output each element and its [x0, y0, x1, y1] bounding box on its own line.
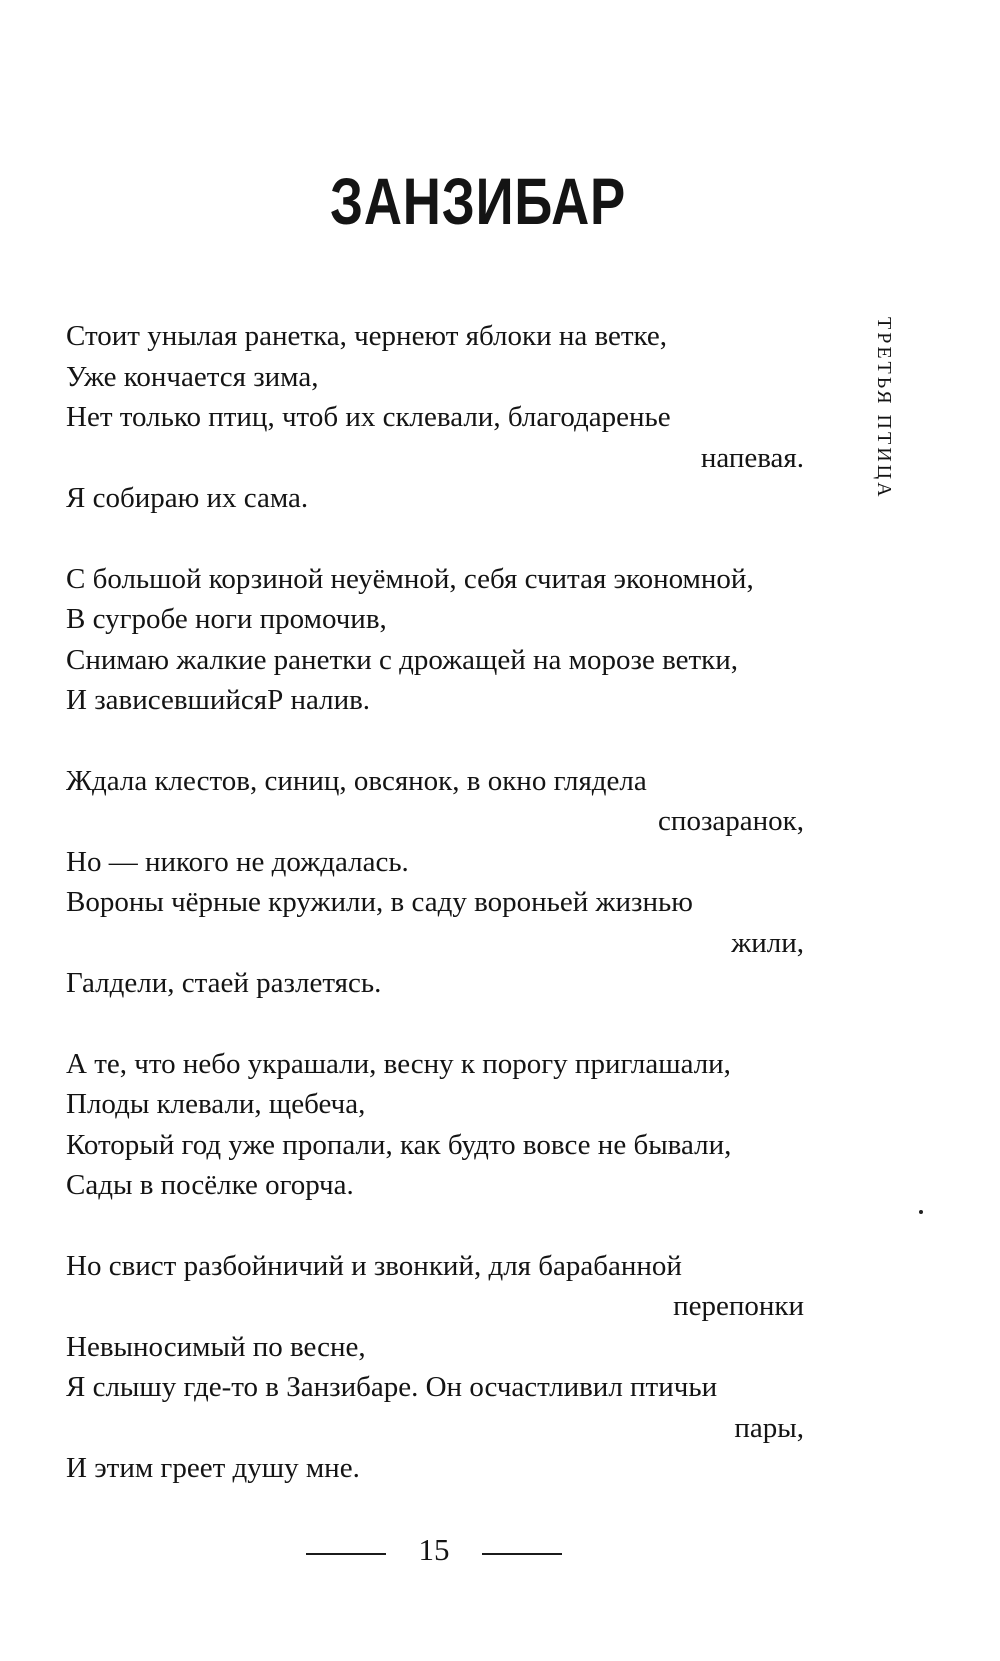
- poem-line: Вороны чёрные кружили, в саду вороньей жизнью: [66, 886, 693, 918]
- poem-line: С большой корзиной неуёмной, себя считая экономной,: [66, 562, 754, 595]
- poem-line: Я собираю их сама.: [66, 482, 309, 514]
- poem-line: Но свист разбойничий и звонкий, для барабанной: [66, 1249, 682, 1282]
- page-number: 15: [418, 1532, 450, 1567]
- poem-line: А те, что небо украшали, весну к порогу приглашали,: [66, 1047, 731, 1080]
- poem-body: [66, 316, 804, 1489]
- poem-line: Снимаю жалкие ранетки с дрожащей на морозе ветки,: [66, 643, 739, 676]
- page-footer: [306, 1530, 566, 1570]
- stanza-5: [66, 1246, 804, 1489]
- stanza-gap: [66, 519, 804, 559]
- poem-line: Стоит унылая ранетка, чернеют яблоки на ветке,: [66, 320, 668, 352]
- footer-rule-right: [482, 1553, 562, 1555]
- poem-line-continuation: жили,: [731, 926, 804, 959]
- stanza-4: [66, 1044, 804, 1206]
- print-speck: [919, 1210, 923, 1214]
- chapter-side-label: ТРЕТЬЯ ПТИЦА: [873, 317, 895, 500]
- poem-line: Ждала клестов, синиц, овсянок, в окно глядела: [66, 764, 647, 797]
- poem-line: Галдели, стаей разлетясь.: [66, 967, 382, 999]
- poem-line: И зависевшийсяР налив.: [66, 684, 371, 716]
- poem-line: Нет только птиц, чтоб их склевали, благодаренье: [66, 401, 671, 433]
- poem-line: Но — никого не дождалась.: [66, 845, 409, 878]
- poem-line-continuation: перепонки: [673, 1290, 804, 1322]
- stanza-gap: [66, 1004, 804, 1044]
- poem-line: Я слышу где-то в Занзибаре. Он осчастливил птичьи: [66, 1371, 718, 1403]
- poem-line: В сугробе ноги промочив,: [66, 603, 387, 635]
- poem-line: Сады в посёлке огорча.: [66, 1169, 354, 1201]
- stanza-gap: [66, 1206, 804, 1246]
- poem-line: Плоды клевали, щебеча,: [66, 1088, 366, 1120]
- poem-title: ЗАНЗИБАР: [329, 164, 627, 238]
- footer-rule-left: [306, 1553, 386, 1555]
- stanza-2: [66, 559, 804, 721]
- stanza-gap: [66, 721, 804, 761]
- stanza-1: [66, 316, 804, 519]
- poem-line-continuation: пары,: [734, 1411, 804, 1444]
- stanza-3: [66, 761, 804, 1004]
- poem-line-continuation: напевая.: [700, 441, 804, 474]
- poem-line: Невыносимый по весне,: [66, 1330, 366, 1363]
- poem-line-continuation: спозаранок,: [658, 805, 804, 837]
- poem-line: Уже кончается зима,: [66, 360, 319, 393]
- poem-line: Который год уже пропали, как будто вовсе не бывали,: [66, 1128, 732, 1161]
- poem-line: И этим греет душу мне.: [66, 1452, 360, 1484]
